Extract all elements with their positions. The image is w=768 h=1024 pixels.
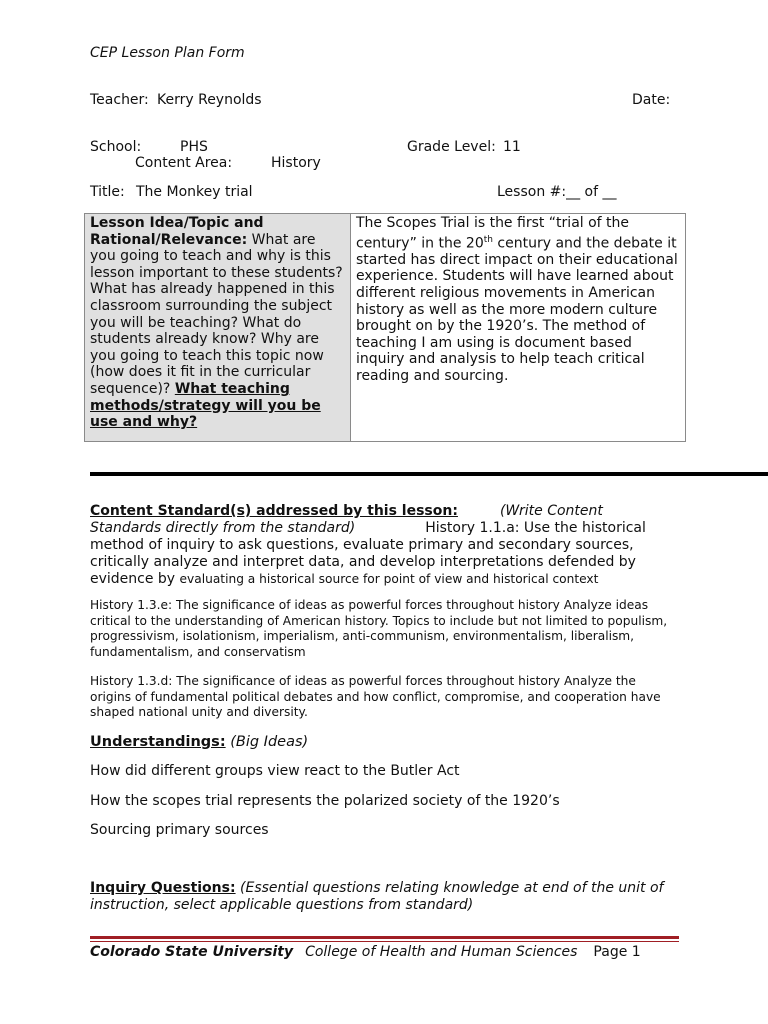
content-area-label: Content Area: [135,155,233,171]
grade-level-label: Grade Level: [407,139,496,155]
footer-rule-thick [90,936,679,939]
school-label: School: [90,139,142,155]
understanding-item: How the scopes trial represents the polarized society of the 1920’s [90,793,560,809]
understandings-heading: Understandings: [90,734,226,750]
understandings-subheading: (Big Ideas) [230,734,309,750]
standard-3: History 1.3.d: The significance of ideas as powerful forces throughout history Analyze the origins of fundamental political debates and how conflict, compromise, and cooperation have shaped national unity and diversity. [90,674,661,719]
lesson-idea-answer-cell[interactable] [351,214,686,442]
inquiry-questions-instruction: (Essential questions relating knowledge at end of the unit of instruction, select applicable questions from standard) [90,880,664,913]
content-standards-instruction: (Write Content Standards directly from the standard) [90,503,603,536]
understanding-item: How did different groups view react to the Butler Act [90,763,460,779]
footer-rule-thin [90,941,679,942]
footer-page-number: Page 1 [593,944,641,960]
footer-college: College of Health and Human Sciences [305,944,578,960]
understanding-item: Sourcing primary sources [90,822,269,838]
section-divider [90,472,768,476]
lesson-idea-heading: Lesson Idea/Topic and Rational/Relevance: [90,215,264,248]
content-standards-block [90,503,676,588]
footer [90,944,641,960]
inquiry-questions-block [90,880,676,914]
title-label: Title: [90,184,125,200]
lesson-idea-answer-superscript: th [483,234,493,245]
title-value: The Monkey trial [136,184,253,200]
content-standards-heading: Content Standard(s) addressed by this lesson: [90,503,458,519]
inquiry-questions-heading: Inquiry Questions: [90,880,236,896]
lesson-idea-answer-part1: The Scopes Trial is the first “trial of the century” in the 20 [356,215,630,252]
teacher-label: Teacher: [90,92,149,108]
form-title: CEP Lesson Plan Form [90,45,245,61]
lesson-idea-answer-part2: century and the debate it started has direct impact on their educational experience. Students will have learned about different religious movements in American history as well as the more modern culture brought on by the 1920’s. The method of teaching I am using is document based inquiry and analysis to help teach critical reading and sourcing. [356,235,678,384]
teaching-methods-prompt: What teaching methods/strategy will you be use and why? [90,380,321,431]
footer-university: Colorado State University [90,944,294,960]
understandings-heading-line [90,734,308,750]
standard-1-tail: evaluating a historical source for point of view and historical context [179,572,599,586]
grade-level-value: 11 [503,139,521,155]
lesson-number: Lesson #:__ of __ [497,184,617,200]
standard-2: History 1.3.e: The significance of ideas as powerful forces throughout history Analyze ideas critical to the understanding of American history. Topics to include but not limited to populism, progressivism, isolationism, imperialism, anti-communism, environmentalism, liberalism, fundamentalism, and conservatism [90,598,668,659]
standard-1: History 1.1.a: Use the historical method of inquiry to ask questions, evaluate primary and secondary sources, critically analyze and interpret data, and develop interpretations defended by evidence by [90,520,646,587]
teacher-value: Kerry Reynolds [157,92,262,108]
school-value: PHS [180,139,208,155]
lesson-idea-row [85,214,686,442]
lesson-idea-prompt: What are you going to teach and why is this lesson important to these students? What has already happened in this classroom surrounding the subject you will be teaching? What do students already know? Why are you going to teach this topic now (how does it fit in the curricular sequence)? [90,231,343,397]
content-area-value: History [271,155,321,171]
date-label: Date: [632,92,671,108]
lesson-idea-prompt-cell [85,214,351,442]
lesson-idea-table [84,213,686,442]
